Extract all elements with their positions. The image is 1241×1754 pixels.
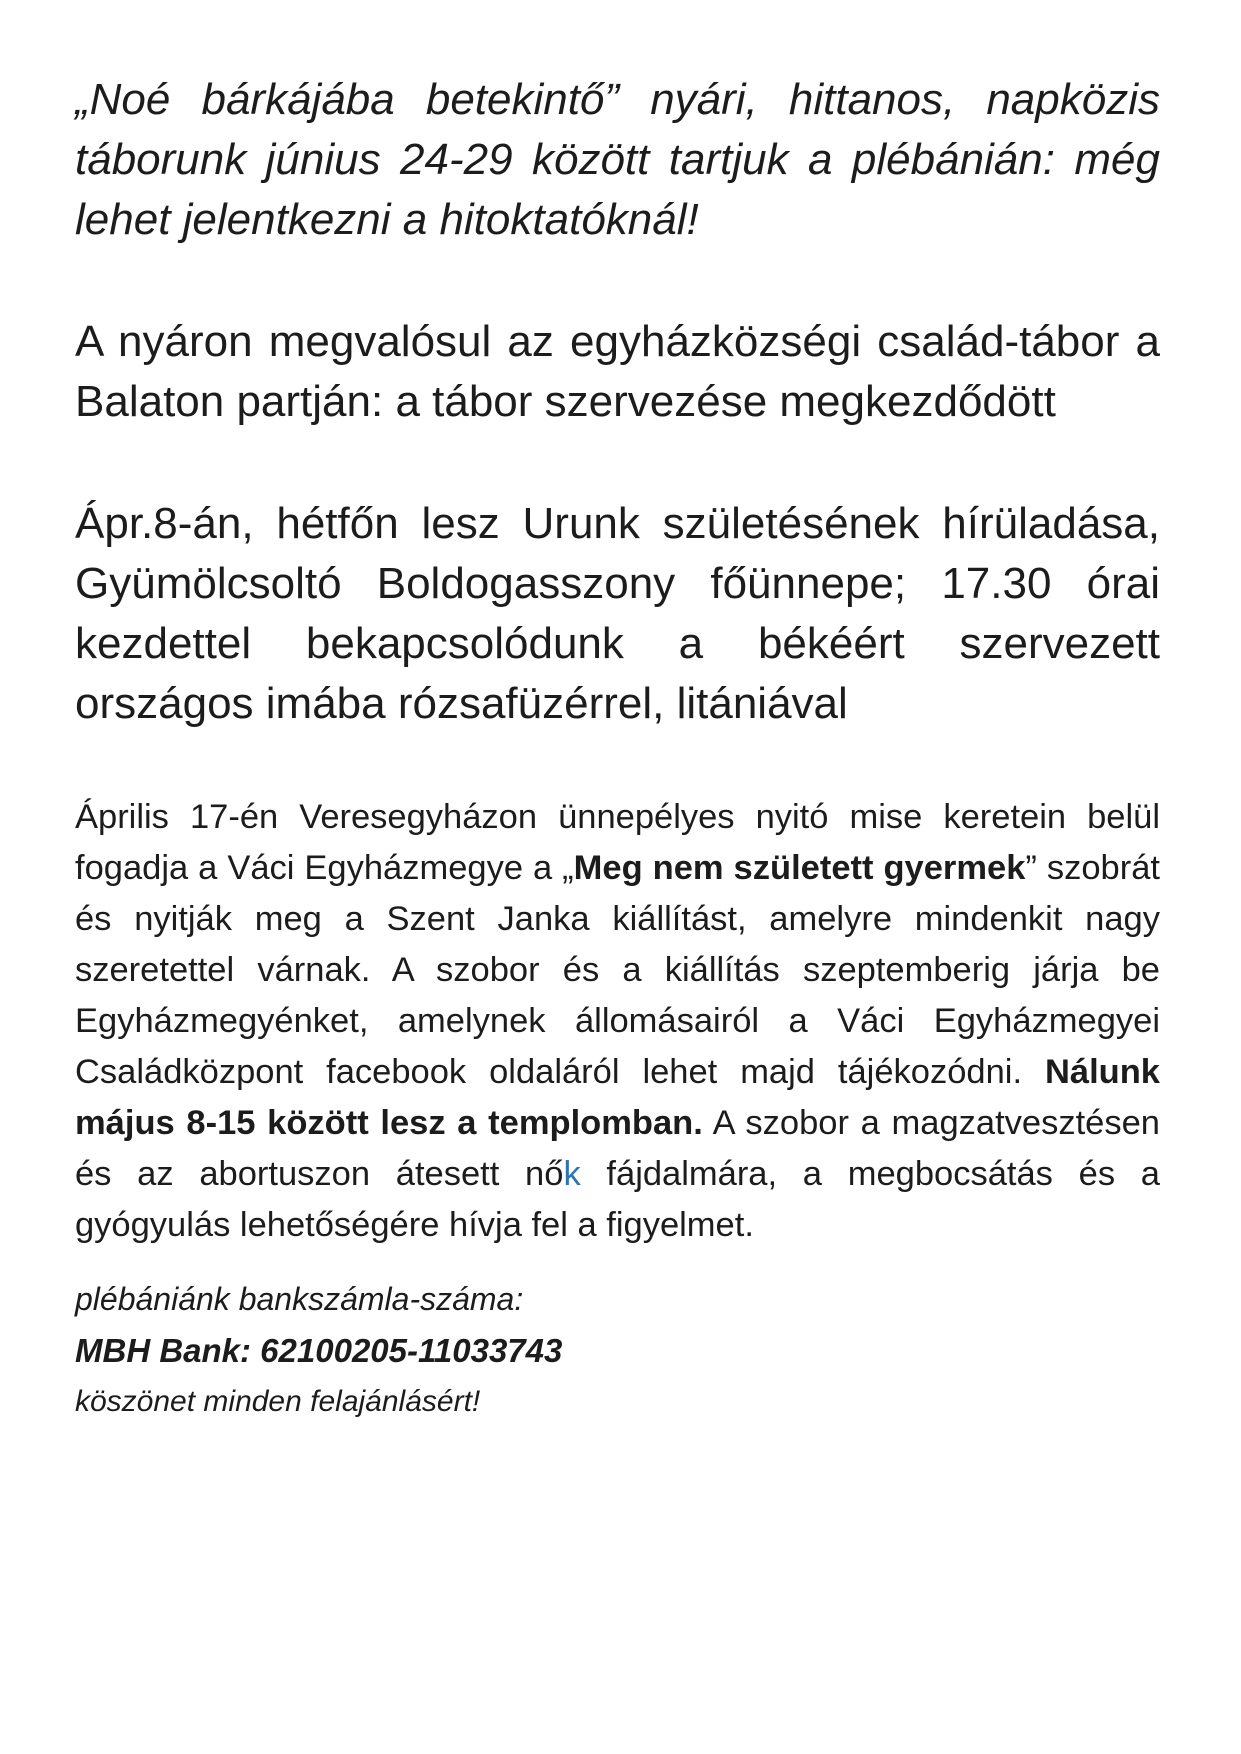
local-dates-notice: Nálunk május 8-15 között lesz a templomban. [75,1053,1160,1142]
bank-account-label: plébániánk bankszámla-száma: [75,1281,524,1317]
statue-exhibition-paragraph [75,792,1160,1251]
april-8-paragraph: Ápr.8-án, hétfőn lesz Urunk születésének hírüladása, Gyümölcsoltó Boldogasszony főünnepe; 17.30 órai kezdettel bekapcsolódunk a békéért szervezett országos imába rózsafüzérrel, litániával [75,499,1160,728]
thanks-note: köszönet minden felajánlásért! [75,1385,481,1418]
statue-text-part3: A szobor a magzatvesztésen és az abortuszon átesett nő [75,1104,1160,1193]
bank-account-number: MBH Bank: 62100205-11033743 [75,1332,563,1369]
document-page [75,70,1160,1427]
statue-title: Meg nem született gyermek [573,849,1026,887]
family-camp-paragraph: A nyáron megvalósul az egyházközségi család-tábor a Balaton partján: a tábor szervezése megkezdődött [75,317,1160,426]
summer-camp-paragraph: „Noé bárkájába betekintő” nyári, hittanos, napközis táborunk június 24-29 között tartjuk a plébánián: még lehet jelentkezni a hitoktatóknál! [75,75,1160,244]
statue-text-part2: ” szobrát és nyitják meg a Szent Janka kiállítást, amelyre mindenkit nagy szeretettel várnak. A szobor és a kiállítás szeptemberig járja be Egyházmegyénket, amelynek állomásairól a Váci Egyházmegyei Családközpont facebook oldaláról lehet majd tájékozódni. [75,849,1161,1091]
statue-text-part1: Április 17-én Veresegyházon ünnepélyes nyitó mise keretein belül fogadja a Váci Egyházmegye a „ [75,798,1160,887]
statue-text-part4: fájdalmára, a megbocsátás és a gyógyulás lehetőségére hívja fel a figyelmet. [75,1155,1160,1244]
blue-letter: k [563,1155,581,1193]
